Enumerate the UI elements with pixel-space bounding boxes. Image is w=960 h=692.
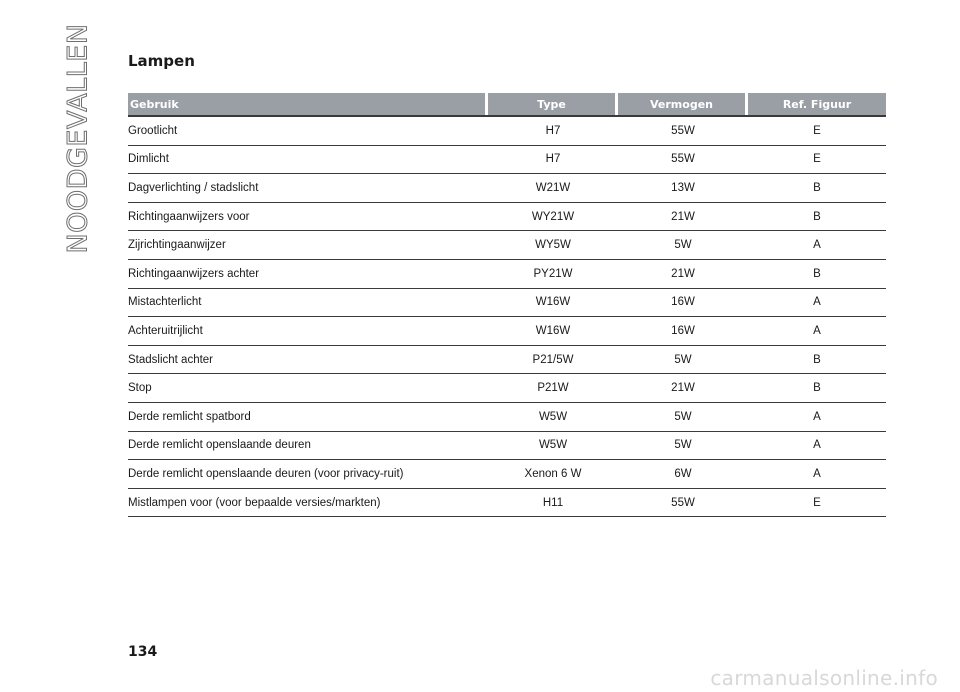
cell-gebruik: Stadslicht achter <box>128 353 214 366</box>
cell-gebruik: Dagverlichting / stadslicht <box>128 181 259 194</box>
table-header-row <box>128 93 886 117</box>
table-row <box>128 203 886 232</box>
table-row <box>128 174 886 203</box>
cell-vermogen: 55W <box>671 153 695 166</box>
header-type: Type <box>488 93 615 115</box>
page-number: 134 <box>128 644 158 660</box>
cell-ref-figuur: B <box>813 267 821 280</box>
cell-type: H11 <box>542 496 564 509</box>
cell-type: W21W <box>535 181 571 194</box>
cell-gebruik: Richtingaanwijzers achter <box>128 267 260 280</box>
cell-ref-figuur: B <box>813 181 821 194</box>
cell-type: P21W <box>537 382 569 395</box>
cell-vermogen: 5W <box>674 239 692 252</box>
cell-vermogen: 16W <box>671 324 695 337</box>
watermark: carmanualsonline.info <box>710 666 938 690</box>
lamp-table <box>128 93 886 517</box>
table-row <box>128 432 886 461</box>
section-tab <box>56 22 100 254</box>
table-row <box>128 374 886 403</box>
page-title: Lampen <box>128 52 195 70</box>
cell-ref-figuur: A <box>813 439 821 452</box>
cell-vermogen: 21W <box>671 267 695 280</box>
cell-type: WY21W <box>531 210 575 223</box>
cell-gebruik: Stop <box>128 382 152 395</box>
cell-gebruik: Richtingaanwijzers voor <box>128 210 250 223</box>
cell-vermogen: 55W <box>671 124 695 137</box>
cell-gebruik: Grootlicht <box>128 124 178 137</box>
cell-gebruik: Derde remlicht openslaande deuren (voor privacy-ruit) <box>128 467 404 480</box>
table-row <box>128 231 886 260</box>
table-row <box>128 403 886 432</box>
table-row <box>128 460 886 489</box>
cell-gebruik: Dimlicht <box>128 153 169 166</box>
section-tab-label: NOODGEVALLEN <box>62 22 94 254</box>
cell-type: PY21W <box>533 267 573 280</box>
cell-type: Xenon 6 W <box>524 467 582 480</box>
table-row <box>128 346 886 375</box>
cell-gebruik: Achteruitrijlicht <box>128 324 203 337</box>
cell-gebruik: Mistachterlicht <box>128 296 202 309</box>
cell-vermogen: 6W <box>674 467 692 480</box>
cell-vermogen: 5W <box>674 410 692 423</box>
header-vermogen: Vermogen <box>618 93 745 115</box>
cell-type: P21/5W <box>532 353 574 366</box>
cell-vermogen: 55W <box>671 496 695 509</box>
cell-ref-figuur: A <box>813 467 821 480</box>
cell-ref-figuur: B <box>813 353 821 366</box>
cell-ref-figuur: B <box>813 210 821 223</box>
header-ref-figuur: Ref. Figuur <box>748 93 886 115</box>
cell-gebruik: Mistlampen voor (voor bepaalde versies/markten) <box>128 496 381 509</box>
cell-type: WY5W <box>535 239 571 252</box>
table-body <box>128 117 886 517</box>
table-row <box>128 317 886 346</box>
table-row <box>128 289 886 318</box>
cell-vermogen: 21W <box>671 210 695 223</box>
cell-vermogen: 13W <box>671 181 695 194</box>
table-row <box>128 489 886 518</box>
table-row <box>128 117 886 146</box>
table-row <box>128 260 886 289</box>
cell-type: W5W <box>538 439 568 452</box>
cell-vermogen: 5W <box>674 439 692 452</box>
cell-type: W5W <box>538 410 568 423</box>
cell-ref-figuur: A <box>813 324 821 337</box>
cell-ref-figuur: A <box>813 410 821 423</box>
cell-ref-figuur: E <box>813 496 821 509</box>
cell-vermogen: 16W <box>671 296 695 309</box>
cell-vermogen: 21W <box>671 382 695 395</box>
cell-type: H7 <box>545 124 561 137</box>
table-row <box>128 146 886 175</box>
cell-gebruik: Derde remlicht spatbord <box>128 410 251 423</box>
cell-ref-figuur: A <box>813 239 821 252</box>
cell-vermogen: 5W <box>674 353 692 366</box>
cell-ref-figuur: E <box>813 153 821 166</box>
cell-gebruik: Derde remlicht openslaande deuren <box>128 439 311 452</box>
cell-type: W16W <box>535 324 571 337</box>
cell-ref-figuur: E <box>813 124 821 137</box>
cell-gebruik: Zijrichtingaanwijzer <box>128 239 226 252</box>
cell-type: H7 <box>545 153 561 166</box>
header-gebruik: Gebruik <box>128 93 485 115</box>
cell-ref-figuur: B <box>813 382 821 395</box>
cell-type: W16W <box>535 296 571 309</box>
cell-ref-figuur: A <box>813 296 821 309</box>
